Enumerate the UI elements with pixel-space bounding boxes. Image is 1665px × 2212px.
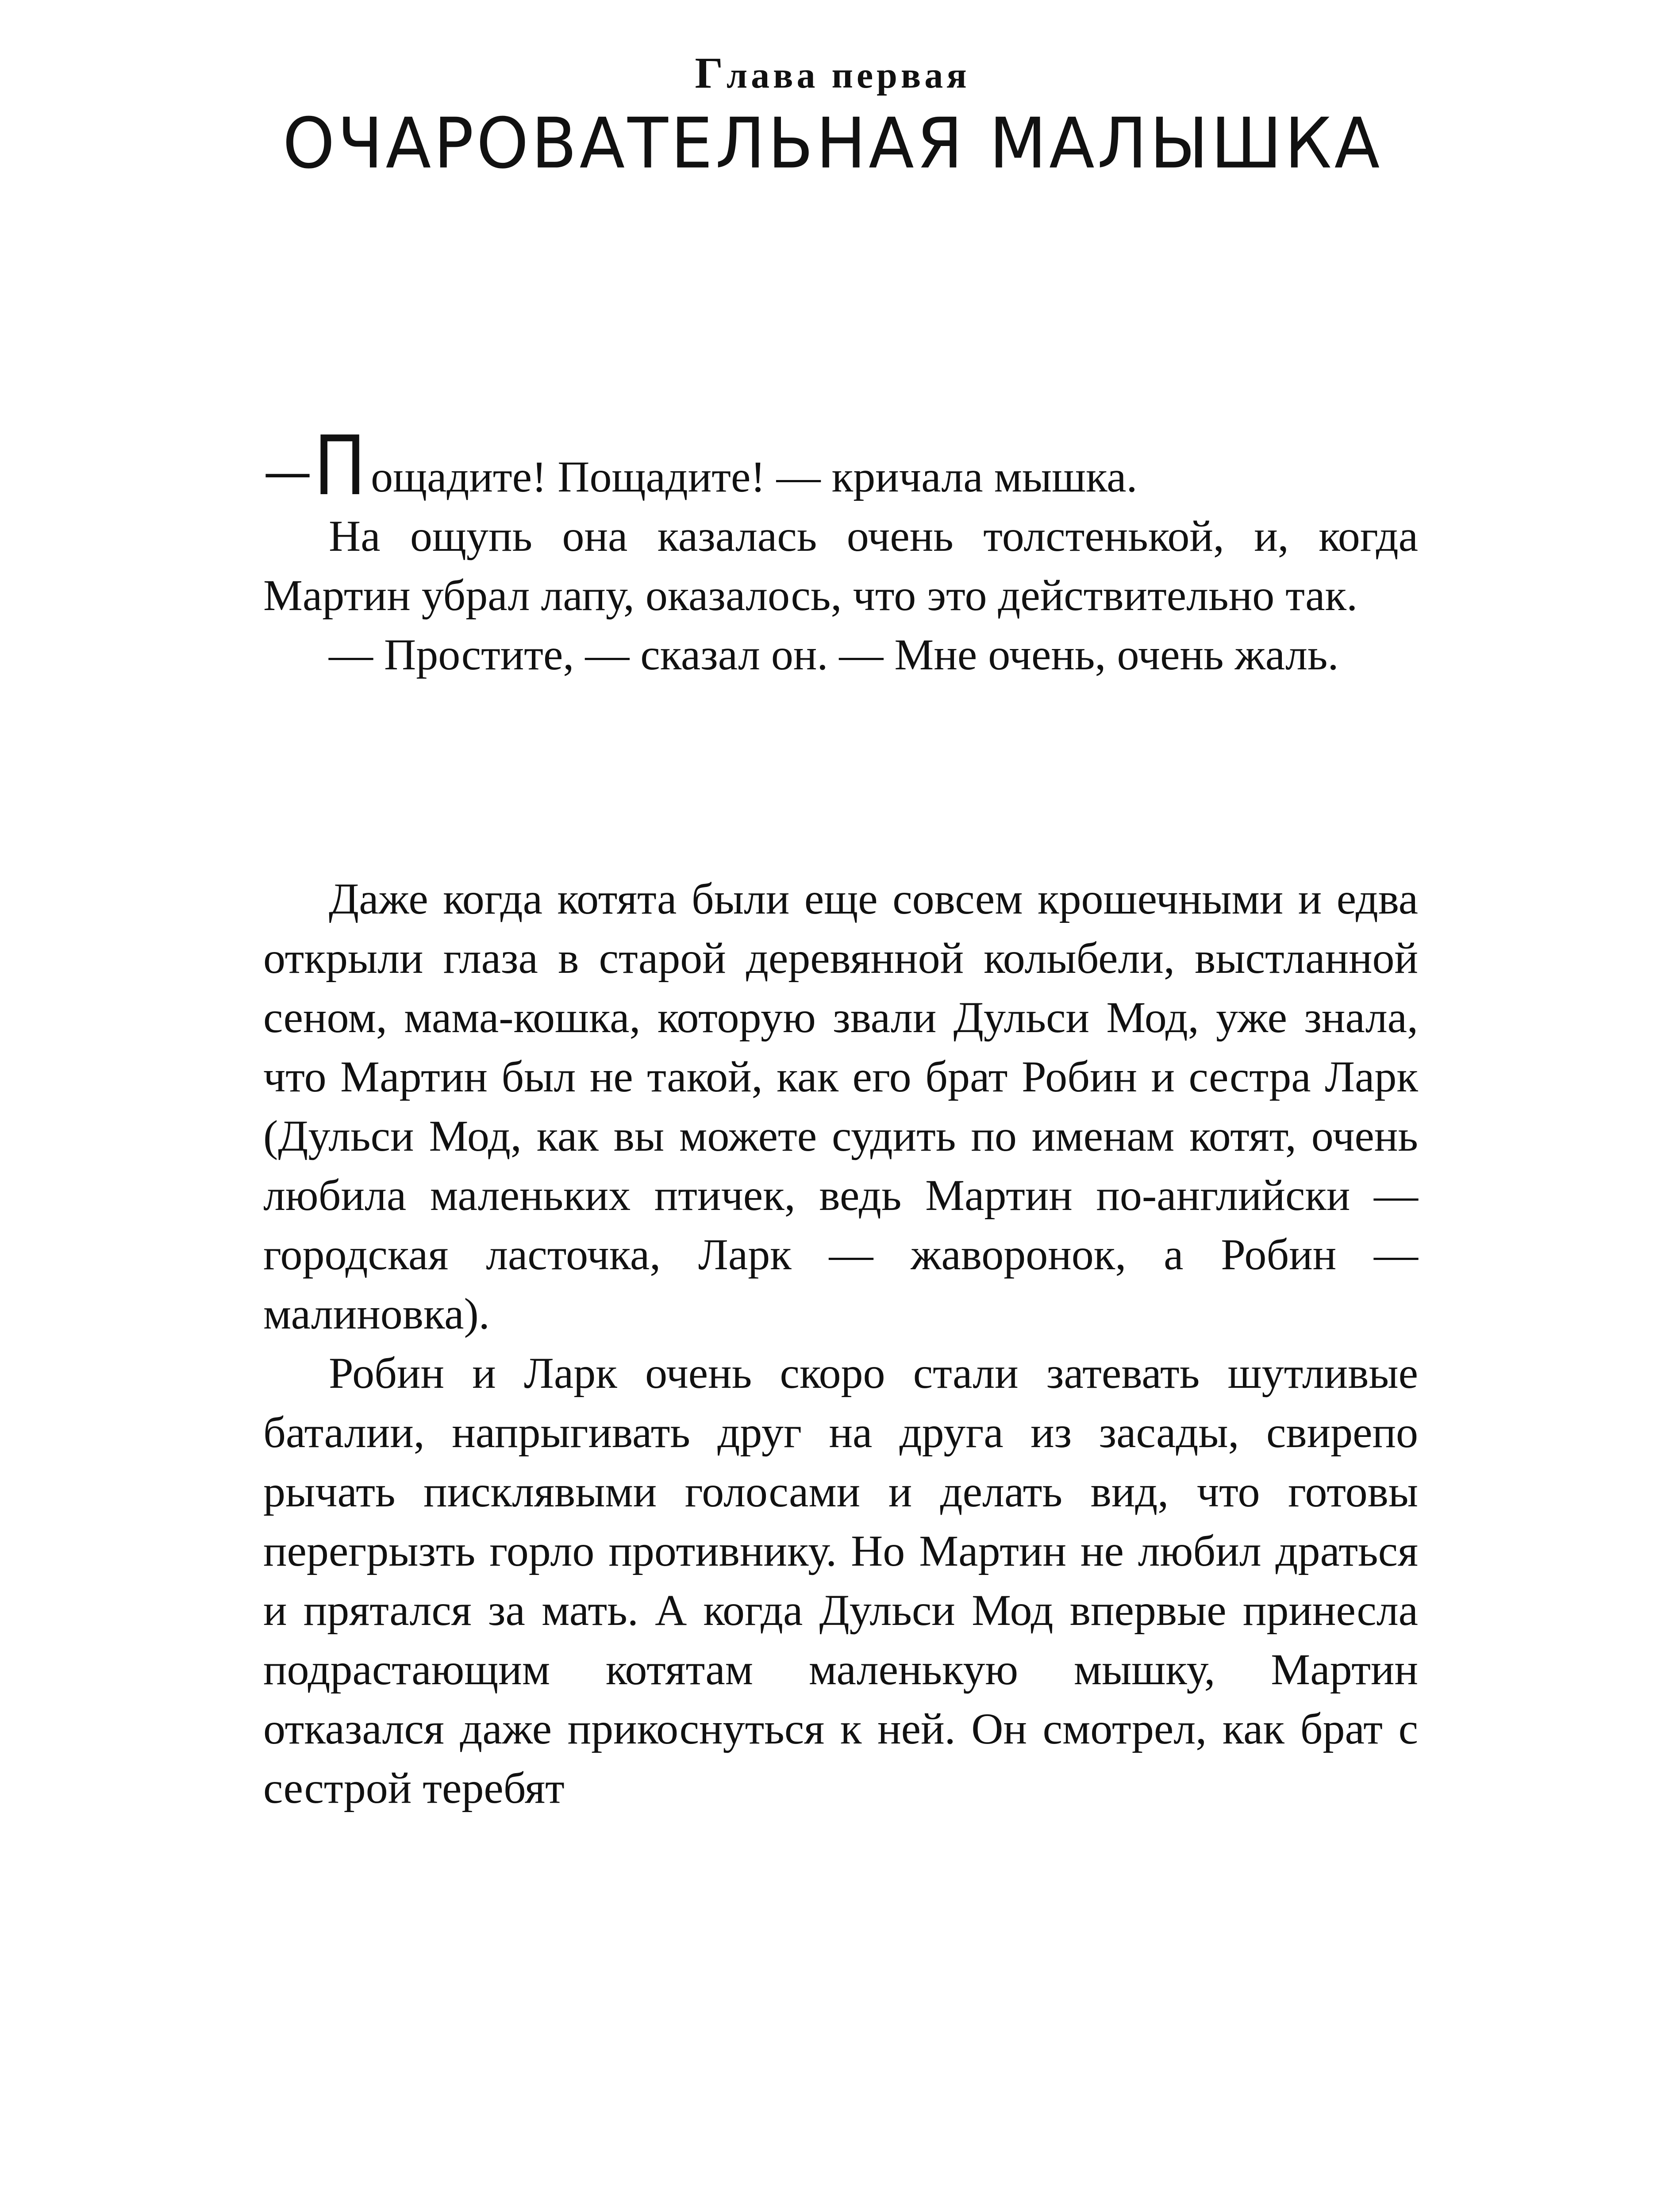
opening-line [263, 418, 1418, 514]
chapter-label-cap: Г [695, 48, 727, 97]
text-section-opening [263, 418, 1418, 684]
opening-line-text: ощадите! Пощадите! — кричала мышка. [371, 452, 1138, 501]
paragraph: Даже когда котята были еще совсем крошечными и едва открыли глаза в старой деревянной колыбели, выстланной сеном, мама-кошка, которую звали Дульси Мод, уже знала, что Мартин был не такой, как его брат Робин и сестра Ларк (Дульси Мод, как вы можете судить по именам котят, очень любила маленьких птичек, ведь Мартин по-английски — городская ласточка, Ларк — жаворонок, а Робин — малиновка). [263, 874, 1418, 1338]
chapter-label-rest: лава первая [726, 55, 970, 96]
paragraph: Робин и Ларк очень скоро стали затевать шутливые баталии, напрыгивать друг на друга из засады, свирепо рычать писклявыми голосами и делать вид, что готовы перегрызть горло противнику. Но Мартин не любил драться и прятался за мать. А когда Дульси Мод впервые принесла подрастающим котятам маленькую мышку, Мартин отказался даже прикоснуться к ней. Он смотрел, как брат с сестрой теребят [263, 1348, 1418, 1813]
paragraph: На ощупь она казалась очень толстенькой, и, когда Мартин убрал лапу, оказалось, что это действительно так. [263, 511, 1418, 620]
text-section-main [263, 869, 1418, 1818]
chapter-title: ОЧАРОВАТЕЛЬНАЯ МАЛЫШКА [282, 103, 1383, 184]
opening-dash: — [263, 444, 312, 500]
drop-cap-letter: П [314, 418, 366, 514]
paragraph: — Простите, — сказал он. — Мне очень, очень жаль. [329, 630, 1339, 679]
chapter-label [0, 48, 1665, 97]
